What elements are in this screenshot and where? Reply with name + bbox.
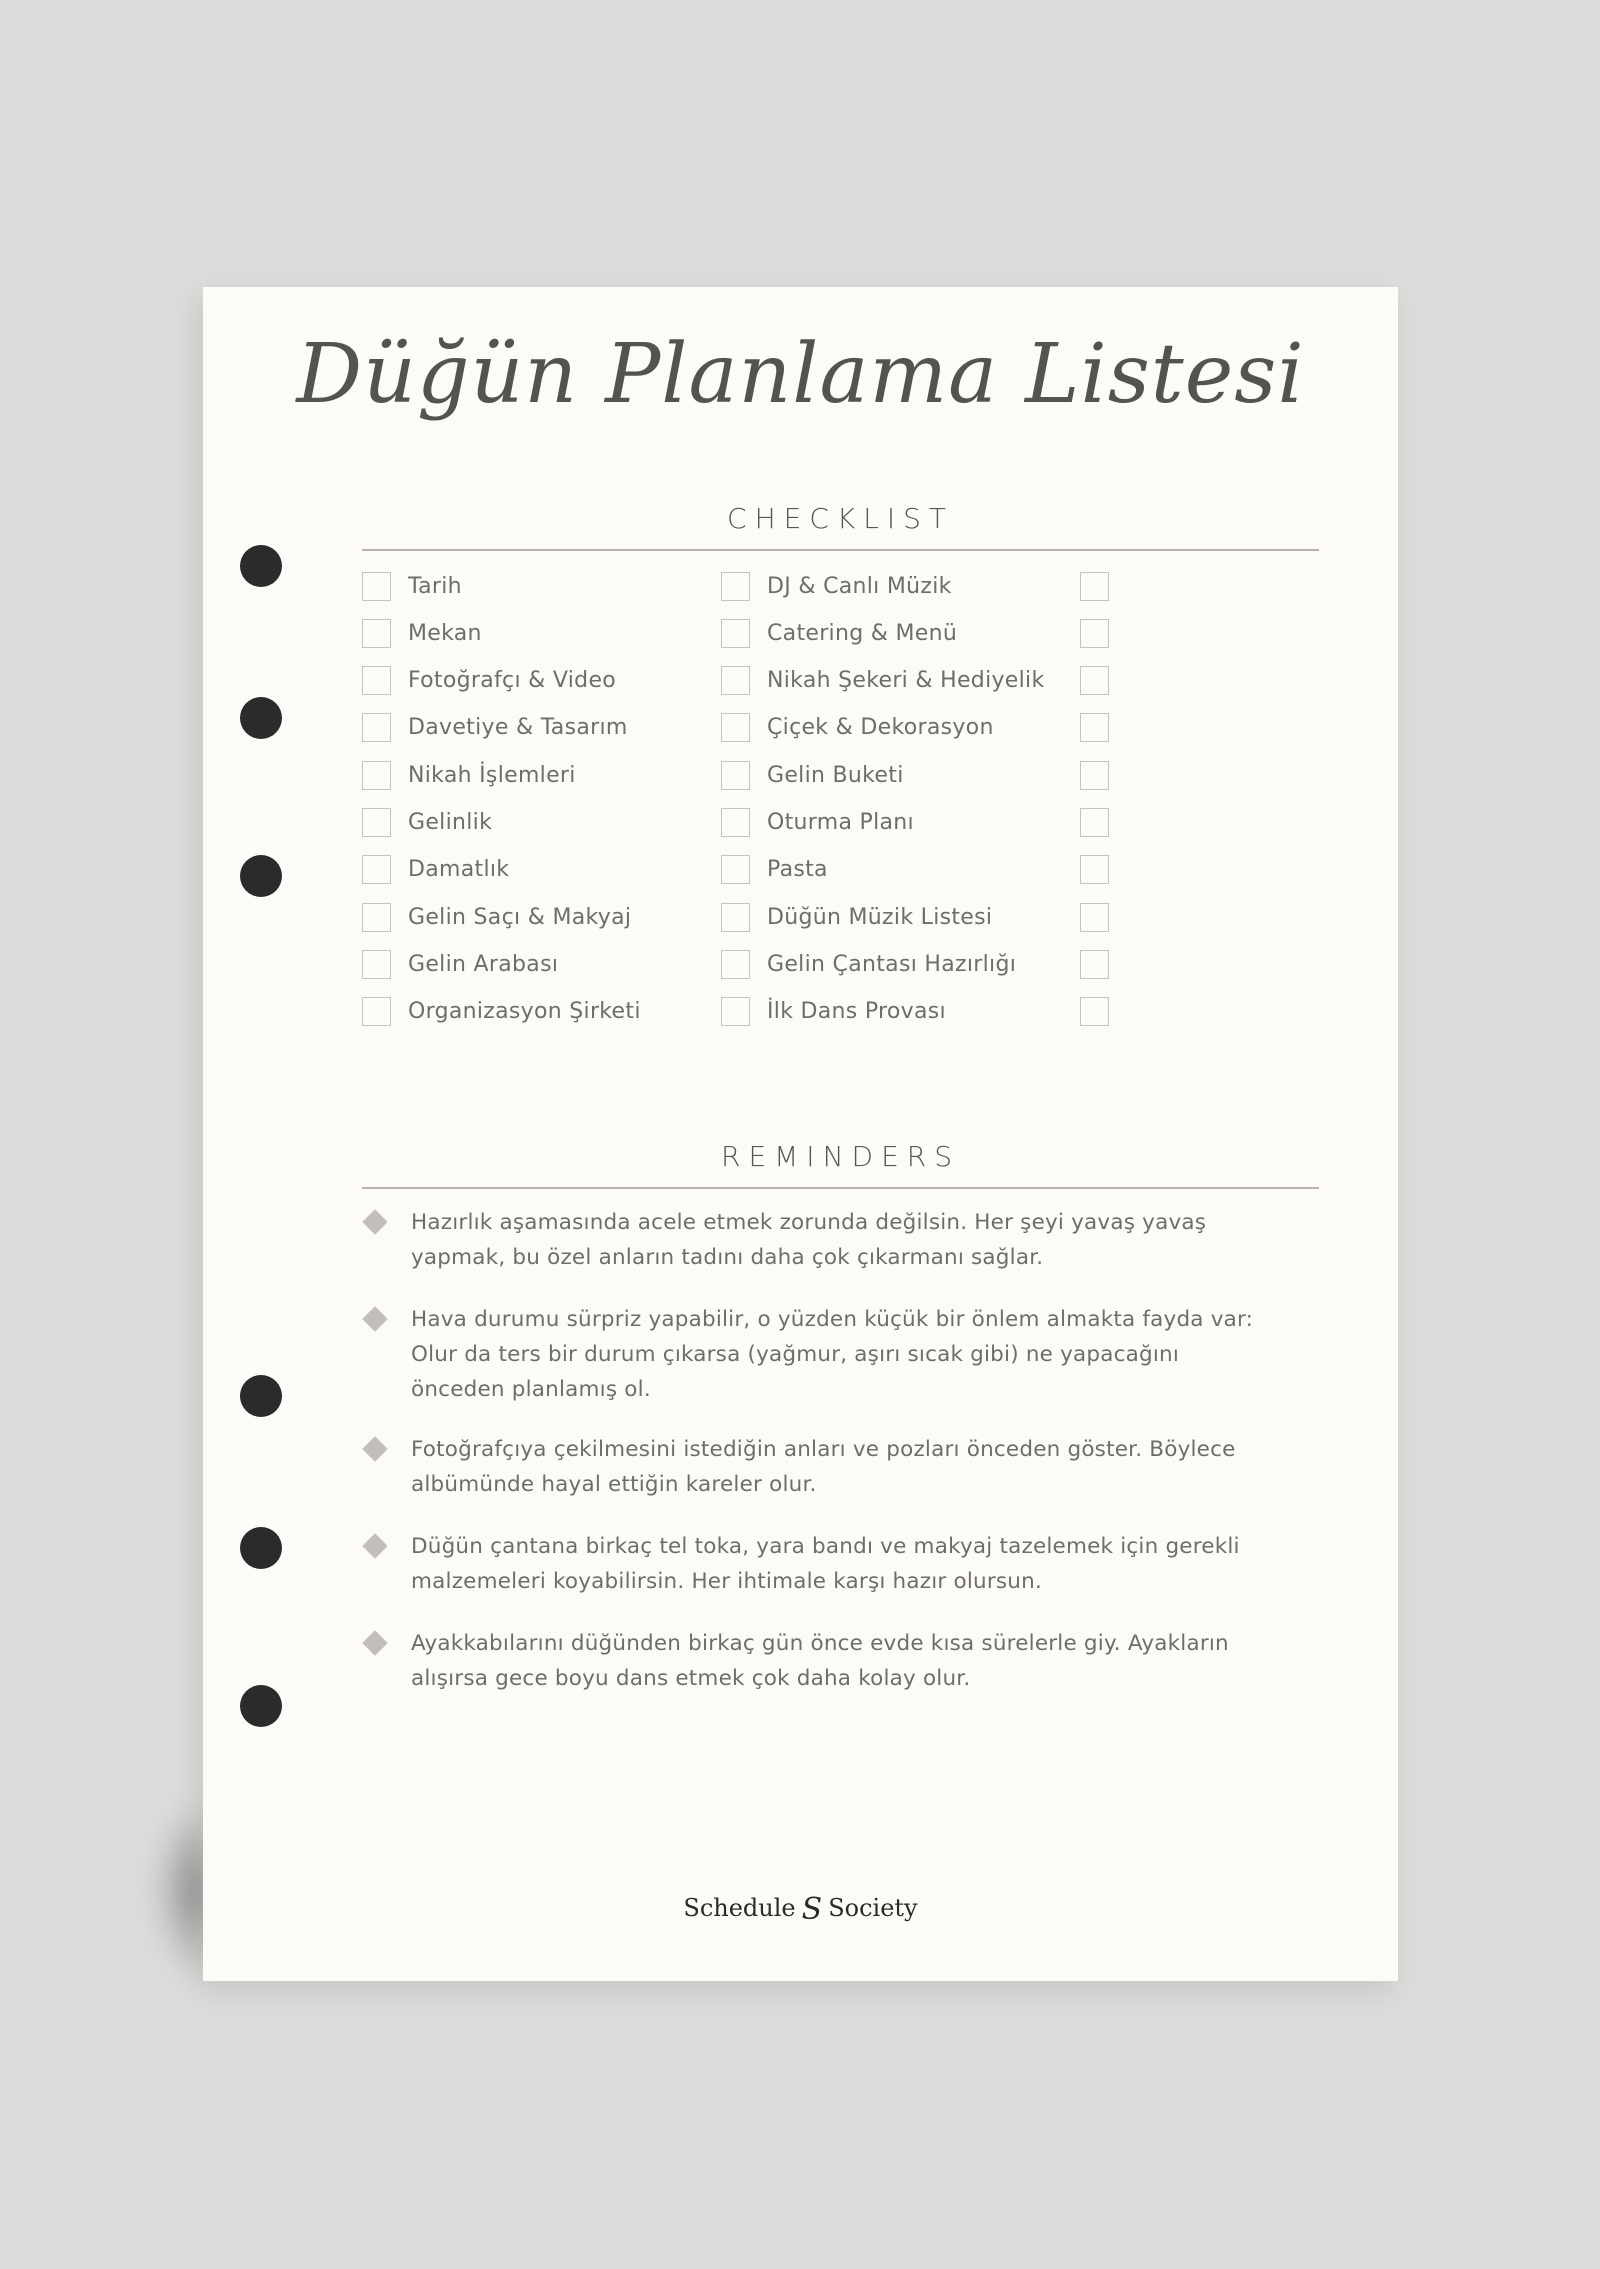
checklist-item[interactable] xyxy=(721,711,994,745)
checkbox[interactable] xyxy=(721,855,750,884)
binder-hole xyxy=(240,1375,282,1417)
reminder-text: Fotoğrafçıya çekilmesini istediğin anları ve pozları önceden göster. Böylece albümünde hayal ettiğin kareler olur. xyxy=(411,1437,1236,1497)
page-title: Düğün Planlama Listesi xyxy=(296,327,1305,422)
binder-hole xyxy=(240,1527,282,1569)
checklist-item-label: İlk Dans Provası xyxy=(767,999,946,1025)
reminders-heading: REMINDERS xyxy=(721,1140,960,1173)
checklist-item-label: Mekan xyxy=(408,620,482,646)
checklist-item[interactable] xyxy=(362,853,509,887)
checkbox[interactable] xyxy=(1080,761,1109,790)
checkbox[interactable] xyxy=(1080,572,1109,601)
brand-name-right: Society xyxy=(828,1894,918,1922)
checklist-item-label: Pasta xyxy=(767,857,828,883)
checklist-item-label: Catering & Menü xyxy=(767,620,958,646)
checklist-item[interactable] xyxy=(1080,995,1126,1029)
binder-hole xyxy=(240,1685,282,1727)
checklist-item-label: Tarih xyxy=(408,573,462,599)
reminder-item xyxy=(362,1626,1262,1696)
diamond-bullet-icon xyxy=(362,1533,387,1558)
paper-shadow xyxy=(150,1800,210,1980)
checklist-item[interactable] xyxy=(1080,664,1126,698)
checklist-item[interactable] xyxy=(362,616,482,650)
checklist-divider xyxy=(362,549,1319,551)
checklist-item[interactable] xyxy=(721,900,992,934)
reminder-text: Hava durumu sürpriz yapabilir, o yüzden küçük bir önlem almakta fayda var: Olur da ters bir durum çıkarsa (yağmur, aşırı sıcak gibi) ne yapacağını önceden planlamış ol. xyxy=(411,1307,1254,1402)
checkbox[interactable] xyxy=(362,903,391,932)
reminder-text: Düğün çantana birkaç tel toka, yara bandı ve makyaj tazelemek için gerekli malzemeleri koyabilirsin. Her ihtimale karşı hazır olursun. xyxy=(411,1534,1240,1594)
checklist-item[interactable] xyxy=(362,664,616,698)
checklist-item-label: Nikah Şekeri & Hediyelik xyxy=(767,668,1045,694)
checkbox[interactable] xyxy=(362,619,391,648)
checklist-item-label: Nikah İşlemleri xyxy=(408,762,576,788)
checkbox[interactable] xyxy=(721,903,750,932)
checkbox[interactable] xyxy=(362,713,391,742)
checklist-item-label: Fotoğrafçı & Video xyxy=(408,668,617,694)
checklist-item-label: Gelin Saçı & Makyaj xyxy=(408,904,632,930)
checklist-item[interactable] xyxy=(362,758,576,792)
checkbox[interactable] xyxy=(721,666,750,695)
checklist-item-label: Gelin Çantası Hazırlığı xyxy=(767,951,1017,977)
checklist-item[interactable] xyxy=(362,947,558,981)
binder-hole xyxy=(240,855,282,897)
checkbox[interactable] xyxy=(362,855,391,884)
reminder-item xyxy=(362,1302,1262,1407)
binder-hole xyxy=(240,545,282,587)
checkbox[interactable] xyxy=(721,761,750,790)
checklist-item[interactable] xyxy=(1080,900,1126,934)
checklist-heading: CHECKLIST xyxy=(727,502,954,535)
checkbox[interactable] xyxy=(362,808,391,837)
checklist-item[interactable] xyxy=(721,758,904,792)
checklist-item-label: Oturma Planı xyxy=(767,810,914,835)
checkbox[interactable] xyxy=(721,997,750,1026)
checklist-item[interactable] xyxy=(1080,853,1126,887)
checkbox[interactable] xyxy=(721,808,750,837)
reminder-item xyxy=(362,1529,1262,1599)
reminders-divider xyxy=(362,1187,1319,1189)
checklist-item[interactable] xyxy=(721,616,957,650)
diamond-bullet-icon xyxy=(362,1630,387,1655)
checklist-item-label: DJ & Canlı Müzik xyxy=(767,573,952,599)
checklist-item-label: Düğün Müzik Listesi xyxy=(767,904,993,930)
checklist-item-label: Damatlık xyxy=(408,857,510,883)
checklist-item[interactable] xyxy=(362,900,631,934)
checkbox[interactable] xyxy=(721,950,750,979)
checklist-item[interactable] xyxy=(721,569,952,603)
checklist-item-label: Davetiye & Tasarım xyxy=(408,715,628,741)
brand-logo xyxy=(203,1892,1398,1927)
checkbox[interactable] xyxy=(362,761,391,790)
checkbox[interactable] xyxy=(1080,619,1109,648)
checklist-item[interactable] xyxy=(1080,947,1126,981)
checklist-item[interactable] xyxy=(721,853,828,887)
brand-name-left: Schedule xyxy=(683,1894,796,1922)
checkbox[interactable] xyxy=(362,950,391,979)
reminder-text: Hazırlık aşamasında acele etmek zorunda değilsin. Her şeyi yavaş yavaş yapmak, bu özel anların tadını daha çok çıkarmanı sağlar. xyxy=(411,1210,1207,1270)
checkbox[interactable] xyxy=(1080,713,1109,742)
checkbox[interactable] xyxy=(1080,903,1109,932)
checkbox[interactable] xyxy=(721,572,750,601)
planner-page xyxy=(203,287,1398,1981)
checklist-item[interactable] xyxy=(1080,616,1126,650)
checkbox[interactable] xyxy=(362,997,391,1026)
checklist-item[interactable] xyxy=(1080,758,1126,792)
checkbox[interactable] xyxy=(362,572,391,601)
diamond-bullet-icon xyxy=(362,1306,387,1331)
checklist-item[interactable] xyxy=(721,995,946,1029)
checkbox[interactable] xyxy=(1080,808,1109,837)
checkbox[interactable] xyxy=(721,713,750,742)
checkbox[interactable] xyxy=(1080,666,1109,695)
reminder-item xyxy=(362,1432,1262,1502)
checklist-item-label: Gelin Arabası xyxy=(408,951,559,977)
diamond-bullet-icon xyxy=(362,1209,387,1234)
checklist-item-label: Gelinlik xyxy=(408,810,493,835)
checklist-item[interactable] xyxy=(1080,569,1126,603)
checkbox[interactable] xyxy=(1080,950,1109,979)
checklist-item-label: Organizasyon Şirketi xyxy=(408,999,641,1025)
checklist-item-label: Çiçek & Dekorasyon xyxy=(767,715,994,741)
reminder-text: Ayakkabılarını düğünden birkaç gün önce evde kısa sürelerle giy. Ayakların alışırsa gece boyu dans etmek çok daha kolay olur. xyxy=(411,1631,1229,1691)
checkbox[interactable] xyxy=(1080,997,1109,1026)
checkbox[interactable] xyxy=(1080,855,1109,884)
checklist-item[interactable] xyxy=(1080,711,1126,745)
reminder-item xyxy=(362,1205,1262,1275)
binder-hole xyxy=(240,697,282,739)
checkbox[interactable] xyxy=(362,666,391,695)
brand-mark-icon: S xyxy=(801,1892,823,1927)
checkbox[interactable] xyxy=(721,619,750,648)
checklist-item[interactable] xyxy=(362,569,462,603)
diamond-bullet-icon xyxy=(362,1436,387,1461)
checklist-item-label: Gelin Buketi xyxy=(767,762,904,788)
checklist-item[interactable] xyxy=(721,947,1016,981)
checklist-item[interactable] xyxy=(362,711,628,745)
checklist-item[interactable] xyxy=(721,806,914,840)
checklist-item[interactable] xyxy=(362,806,492,840)
checklist-item[interactable] xyxy=(362,995,641,1029)
checklist-item[interactable] xyxy=(1080,806,1126,840)
checklist-item[interactable] xyxy=(721,664,1045,698)
